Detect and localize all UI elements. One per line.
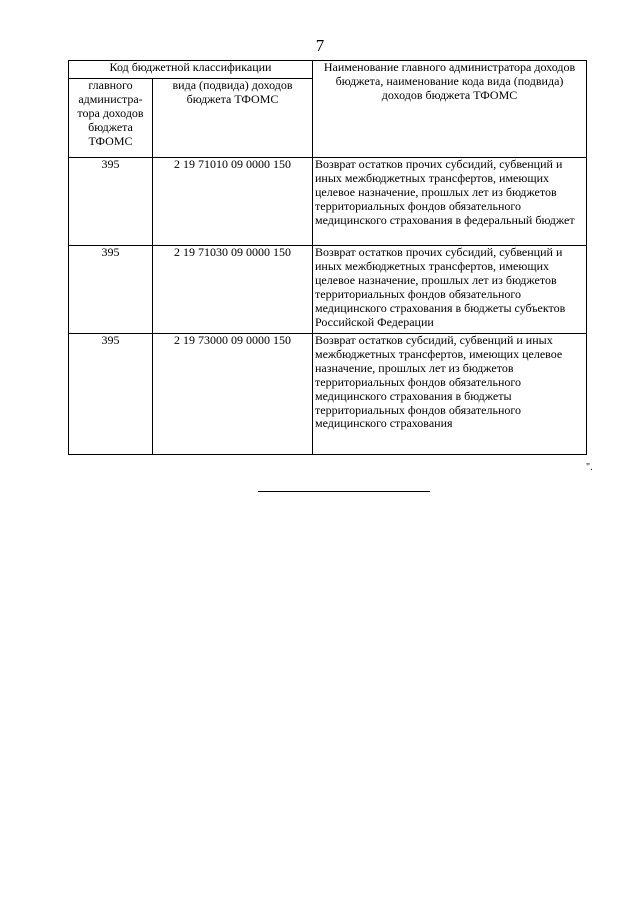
cell-admin-code: 395 [69, 158, 153, 246]
end-divider-line [258, 491, 430, 492]
header-administrator-name: Наименование главного администратора доходов бюджета, наименование кода вида (подвида) доходов бюджета ТФОМС [313, 61, 587, 158]
header-revenue-type: вида (подвида) доходов бюджета ТФОМС [153, 79, 313, 158]
table-row [69, 246, 587, 334]
table-row [69, 158, 587, 246]
cell-admin-code: 395 [69, 334, 153, 455]
header-budget-classification-code: Код бюджетной классификации [69, 61, 313, 79]
header-main-administrator: главного администра-тора доходов бюджета ТФОМС [69, 79, 153, 158]
budget-classification-table [68, 60, 587, 455]
cell-revenue-code: 2 19 71010 09 0000 150 [153, 158, 313, 246]
cell-revenue-code: 2 19 71030 09 0000 150 [153, 246, 313, 334]
closing-quote-mark: ". [586, 462, 593, 473]
page-number: 7 [315, 36, 325, 55]
cell-revenue-name: Возврат остатков прочих субсидий, субвенций и иных межбюджетных трансфертов, имеющих целевое назначение, прошлых лет из бюджетов территориальных фондов обязательного медицинского страхования в федеральный бюджет [313, 158, 587, 246]
table-row [69, 334, 587, 455]
cell-revenue-name: Возврат остатков прочих субсидий, субвенций и иных межбюджетных трансфертов, имеющих целевое назначение, прошлых лет из бюджетов территориальных фондов обязательного медицинского страхования в бюджеты субъектов Российской Федерации [313, 246, 587, 334]
table-header-row [69, 61, 587, 79]
cell-revenue-name: Возврат остатков субсидий, субвенций и иных межбюджетных трансфертов, имеющих целевое назначение, прошлых лет из бюджетов территориальных фондов обязательного медицинского страхования в бюджеты территориальных фондов обязательного медицинского страхования [313, 334, 587, 455]
cell-revenue-code: 2 19 73000 09 0000 150 [153, 334, 313, 455]
cell-admin-code: 395 [69, 246, 153, 334]
